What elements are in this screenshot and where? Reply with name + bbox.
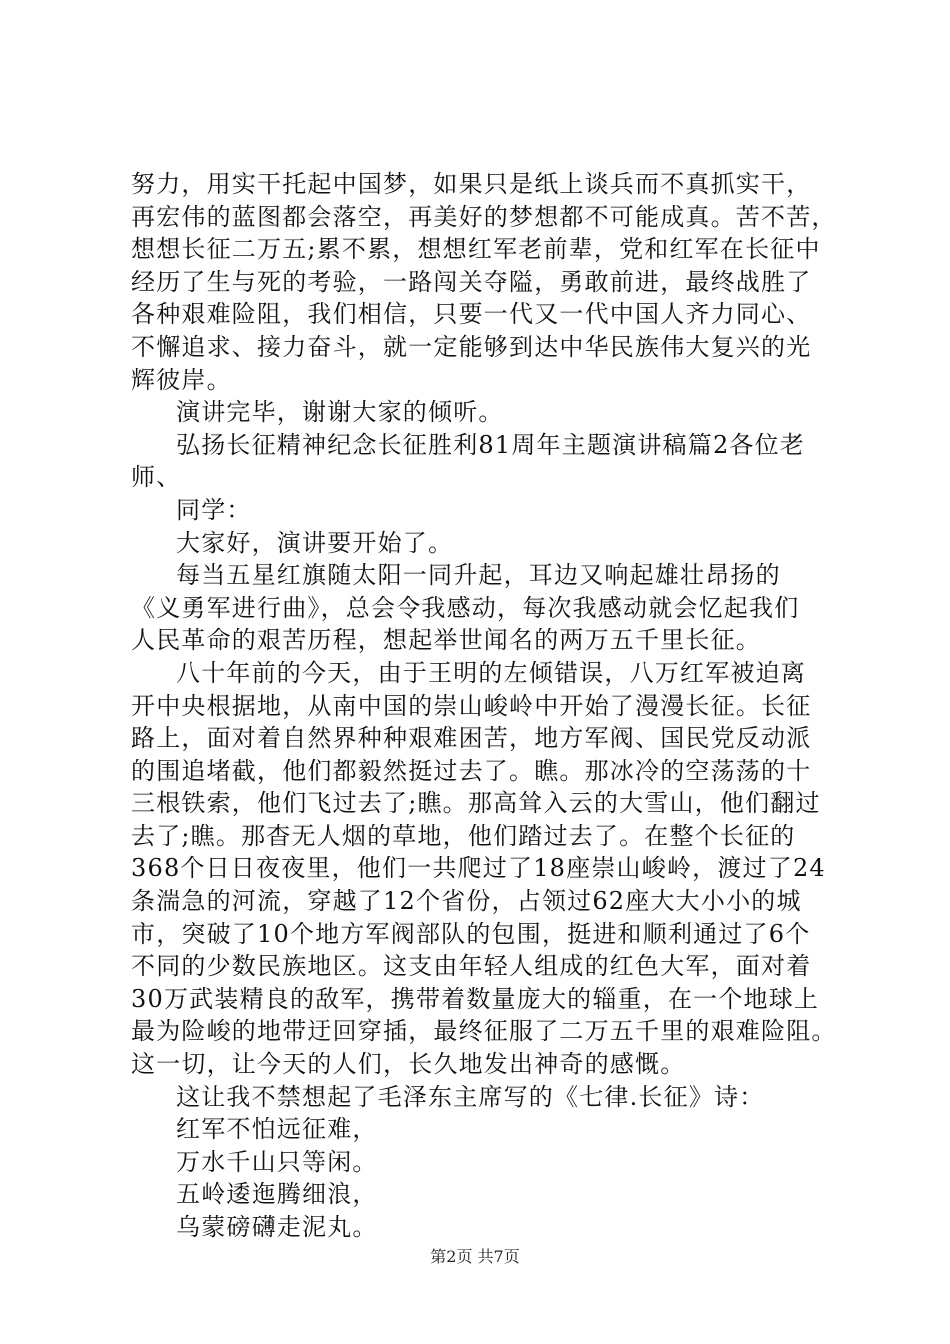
text-line: 想想长征二万五;累不累，想想红军老前辈，党和红军在长征中: [131, 235, 821, 264]
text-line: 辉彼岸。: [131, 365, 232, 394]
text-line: 最为险峻的地带迂回穿插，最终征服了二万五千里的艰难险阻。: [131, 1017, 837, 1046]
text-line: 不同的少数民族地区。这支由年轻人组成的红色大军，面对着: [131, 952, 812, 981]
text-line: 这让我不禁想起了毛泽东主席写的《七律.长征》诗：: [176, 1082, 765, 1111]
text-line: 弘扬长征精神纪念长征胜利81周年主题演讲稿篇2各位老: [176, 430, 806, 459]
text-line: 的围追堵截，他们都毅然挺过去了。瞧。那冰冷的空荡荡的十: [131, 756, 812, 785]
text-line: 三根铁索，他们飞过去了;瞧。那高耸入云的大雪山，他们翻过: [131, 789, 821, 818]
text-line: 红军不怕远征难，: [176, 1115, 378, 1144]
text-line: 演讲完毕，谢谢大家的倾听。: [176, 398, 504, 427]
text-line: 路上，面对着自然界种种艰难困苦，地方军阀、国民党反动派: [131, 724, 812, 753]
text-line: 大家好，演讲要开始了。: [176, 528, 454, 557]
body-text: [131, 168, 837, 1244]
text-line: 乌蒙磅礴走泥丸。: [176, 1213, 378, 1241]
text-line: 同学：: [176, 495, 252, 524]
text-line: 经历了生与死的考验，一路闯关夺隘，勇敢前进，最终战胜了: [131, 267, 812, 296]
text-line: 万水千山只等闲。: [176, 1147, 378, 1176]
text-line: 开中央根据地，从南中国的崇山峻岭中开始了漫漫长征。长征: [131, 691, 812, 720]
text-line: 不懈追求、接力奋斗，就一定能够到达中华民族伟大复兴的光: [131, 332, 812, 361]
text-line: 30万武装精良的敌军，携带着数量庞大的辎重，在一个地球上: [131, 984, 820, 1013]
text-line: 市，突破了10个地方军阀部队的包围，挺进和顺利通过了6个: [131, 919, 811, 948]
text-line: 五岭逶迤腾细浪，: [176, 1180, 378, 1209]
text-line: 努力，用实干托起中国梦，如果只是纸上谈兵而不真抓实干，: [131, 170, 812, 198]
text-line: 再宏伟的蓝图都会落空，再美好的梦想都不可能成真。苦不苦，: [131, 202, 837, 231]
text-line: 每当五星红旗随太阳一同升起，耳边又响起雄壮昂扬的: [176, 561, 781, 590]
text-line: 368个日日夜夜里，他们一共爬过了18座崇山峻岭，渡过了24: [131, 854, 826, 883]
text-line: 各种艰难险阻，我们相信，只要一代又一代中国人齐力同心、: [131, 300, 812, 329]
text-line: 师、: [131, 463, 182, 492]
text-line: 人民革命的艰苦历程，想起举世闻名的两万五千里长征。: [131, 626, 761, 655]
text-line: 去了;瞧。那杳无人烟的草地，他们踏过去了。在整个长征的: [131, 821, 796, 850]
text-line: 这一切，让今天的人们，长久地发出神奇的感慨。: [131, 1050, 686, 1079]
page-footer: 第2页 共7页: [430, 1247, 520, 1266]
text-line: 八十年前的今天，由于王明的左倾错误，八万红军被迫离: [176, 658, 806, 687]
text-line: 条湍急的河流，穿越了12个省份，占领过62座大大小小的城: [131, 887, 802, 916]
text-line: 《义勇军进行曲》，总会令我感动，每次我感动就会忆起我们: [131, 593, 800, 622]
